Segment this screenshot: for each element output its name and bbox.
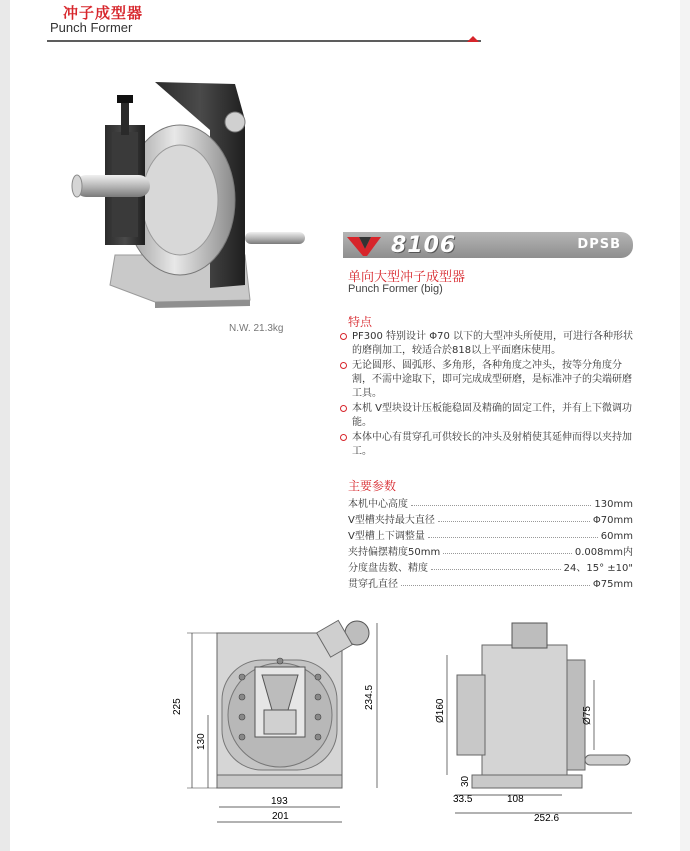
brand-logo-icon	[347, 235, 383, 257]
spec-label: 贯穿孔直径	[348, 579, 398, 590]
dim-front-height-right: 234.5	[364, 684, 375, 710]
dim-side-h-small: 30	[460, 775, 471, 787]
header-triangle-marker	[467, 36, 479, 42]
spec-value: Φ70mm	[592, 515, 633, 526]
spec-label: 分度盘齿数、精度	[348, 563, 428, 574]
spec-value: 0.008mm内	[574, 547, 633, 558]
header-title-en: Punch Former	[50, 20, 133, 35]
bullet-icon	[340, 434, 347, 441]
left-margin-bar	[0, 0, 10, 851]
features-list	[340, 330, 640, 460]
spec-row	[348, 574, 633, 590]
spec-label: V型槽夹持最大直径	[348, 515, 435, 526]
model-number: 8106	[391, 233, 457, 258]
net-weight: N.W. 21.3kg	[229, 323, 284, 334]
front-view	[172, 620, 377, 822]
dim-front-height-total: 225	[172, 698, 183, 715]
bullet-icon	[340, 333, 347, 340]
spec-value: 60mm	[600, 531, 633, 542]
dot-leader	[438, 521, 590, 522]
bullet-icon	[340, 405, 347, 412]
features-title: 特点	[348, 315, 373, 329]
product-name-en: Punch Former (big)	[348, 283, 443, 295]
dot-leader	[431, 569, 561, 570]
spec-value: 24、15° ±10"	[563, 563, 633, 574]
spec-row	[348, 542, 633, 558]
feature-item	[340, 402, 640, 430]
dot-leader	[401, 585, 590, 586]
feature-text: PF300 特别设计 Φ70 以下的大型冲头所使用，可进行各种形状的磨削加工，较适合於818以上平面磨床使用。	[352, 331, 634, 356]
spec-row	[348, 526, 633, 542]
dim-side-dia-right: Ø75	[582, 706, 593, 725]
feature-text: 本体中心有贯穿孔可供较长的冲头及射梢使其延伸而得以夹持加工。	[352, 432, 632, 457]
feature-item	[340, 359, 640, 401]
feature-text: 本机 V型块设计压板能稳固及精确的固定工件，并有上下微调功能。	[352, 403, 633, 428]
spec-row	[348, 510, 633, 526]
spec-value: 130mm	[594, 499, 633, 510]
specs-title: 主要参数	[348, 479, 397, 493]
model-bar	[343, 232, 633, 258]
dim-front-height-center: 130	[196, 733, 207, 750]
dim-side-w-small: 33.5	[453, 794, 473, 805]
dot-leader	[428, 537, 598, 538]
technical-drawing	[172, 615, 650, 825]
dot-leader	[411, 505, 591, 506]
header-rule	[47, 40, 481, 42]
dim-front-width-inner: 193	[271, 796, 288, 807]
bullet-icon	[340, 362, 347, 369]
spec-row	[348, 494, 633, 510]
side-view	[435, 623, 632, 824]
feature-text: 无论圆形、圆弧形、多角形，各种角度之冲头，按等分角度分割，不需中途取下，即可完成成型研磨，是标准冲子的尖端研磨工具。	[352, 360, 632, 399]
spec-label: 夹持偏摆精度50mm	[348, 547, 441, 558]
specs-table	[348, 494, 633, 590]
right-margin-bar	[680, 0, 690, 851]
dim-front-width-outer: 201	[272, 811, 289, 822]
dim-side-w-total: 252.6	[534, 813, 560, 824]
spec-value: Φ75mm	[592, 579, 633, 590]
spec-label: 本机中心高度	[348, 499, 408, 510]
feature-item	[340, 431, 640, 459]
header-title-cn: 冲子成型器	[63, 4, 144, 22]
spec-row	[348, 558, 633, 574]
dot-leader	[443, 553, 572, 554]
product-name-cn: 单向大型冲子成型器	[348, 270, 466, 285]
spec-label: V型槽上下调整量	[348, 531, 425, 542]
product-photo	[60, 70, 315, 320]
feature-item	[340, 330, 640, 358]
model-code: DPSB	[577, 237, 621, 252]
dim-side-w-mid: 108	[507, 794, 524, 805]
dim-side-dia-left: Ø160	[435, 698, 446, 723]
